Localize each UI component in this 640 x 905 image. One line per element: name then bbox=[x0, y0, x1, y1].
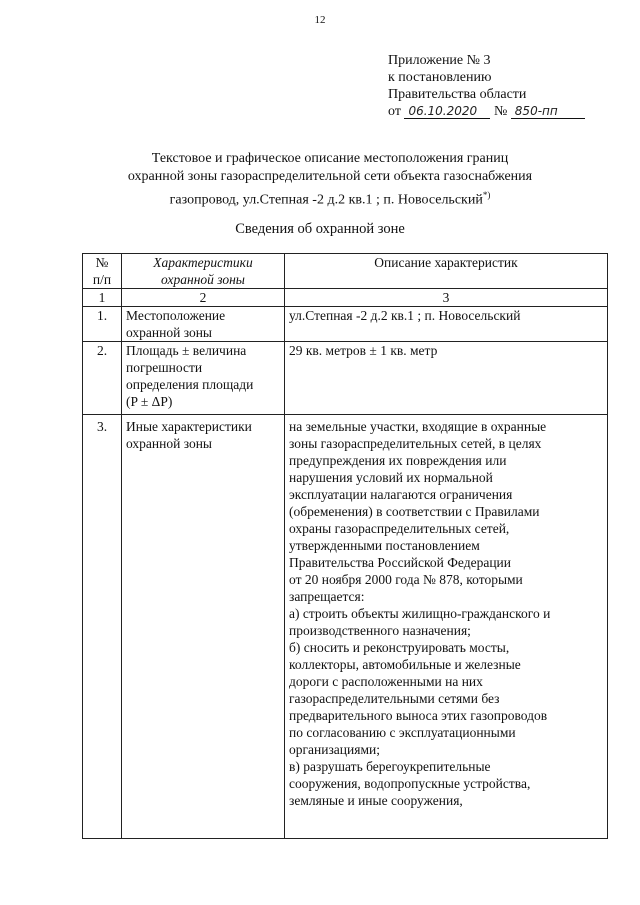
row-3-description-line: в) разрушать берегоукрепительные bbox=[289, 759, 491, 774]
row-3-description-line: Правительства Российской Федерации bbox=[289, 555, 511, 570]
table-row bbox=[83, 342, 608, 415]
row-3-description-line: предварительного выноса этих газопроводов bbox=[289, 708, 548, 723]
row-3-description-line: на земельные участки, входящие в охранные bbox=[289, 419, 547, 434]
row-3-description-line: (обременения) в соответствии с Правилами bbox=[289, 504, 540, 519]
page-number: 12 bbox=[314, 14, 326, 26]
date-prefix: от bbox=[388, 104, 401, 119]
handwritten-number: 850-пп bbox=[511, 104, 585, 119]
table-row bbox=[83, 415, 608, 839]
table-column-numbers-row bbox=[83, 289, 608, 307]
row-3-description-line: по согласованию с эксплуатационными bbox=[289, 725, 516, 740]
section-subtitle: Сведения об охранной зоне bbox=[235, 221, 405, 237]
row-3-description-line: запрещается: bbox=[289, 589, 365, 604]
row-1-description bbox=[285, 307, 608, 342]
row-3-description-line: организациями; bbox=[289, 742, 380, 757]
document-title bbox=[60, 150, 600, 210]
row-3-description-line: газораспределительными сетями без bbox=[289, 691, 500, 706]
row-3-description-line: зоны газораспределительных сетей, в целях bbox=[289, 436, 542, 451]
row-3-description-line: б) сносить и реконструировать мосты, bbox=[289, 640, 510, 655]
row-3-description-line: а) строить объекты жилищно-гражданского и bbox=[289, 606, 551, 621]
title-line-3 bbox=[60, 186, 600, 210]
row-2-characteristic bbox=[122, 342, 285, 415]
row-3-description-line: утвержденными постановлением bbox=[289, 538, 480, 553]
row-3-characteristic bbox=[122, 415, 285, 839]
header-col-number-line-1: № bbox=[95, 255, 109, 270]
table-header-row bbox=[83, 254, 608, 289]
row-1-characteristic-line-1: Местоположение bbox=[126, 308, 226, 323]
row-2-characteristic-line-4: (P ± ΔP) bbox=[126, 394, 173, 409]
column-number-1: 1 bbox=[83, 289, 122, 307]
header-col-description: Описание характеристик bbox=[285, 254, 608, 289]
row-2-characteristic-line-3: определения площади bbox=[126, 377, 254, 392]
header-col-characteristics bbox=[122, 254, 285, 289]
row-3-description-line: нарушения условий их нормальной bbox=[289, 470, 493, 485]
row-3-description-line: коллекторы, автомобильные и железные bbox=[289, 657, 521, 672]
protection-zone-table bbox=[82, 253, 608, 839]
row-1-characteristic-line-2: охранной зоны bbox=[126, 325, 213, 340]
title-line-3-text: газопровод, ул.Степная -2 д.2 кв.1 ; п. Новосельский bbox=[169, 192, 483, 208]
table-row bbox=[83, 307, 608, 342]
title-line-1: Текстовое и графическое описание местоположения границ bbox=[151, 151, 509, 166]
header-col-characteristics-line-1: Характеристики bbox=[153, 255, 253, 270]
row-1-characteristic bbox=[122, 307, 285, 342]
row-3-description-line: от 20 ноября 2000 года № 878, которыми bbox=[289, 572, 523, 587]
row-2-number: 2. bbox=[83, 342, 122, 415]
row-1-description-line: ул.Степная -2 д.2 кв.1 ; п. Новосельский bbox=[289, 308, 521, 323]
row-2-description-line: 29 кв. метров ± 1 кв. метр bbox=[289, 343, 438, 358]
number-sign: № bbox=[493, 104, 508, 119]
appendix-line-3: Правительства области bbox=[388, 87, 527, 102]
header-col-number-line-2: п/п bbox=[92, 272, 112, 287]
row-3-description bbox=[285, 415, 608, 839]
row-3-description-line: производственного назначения; bbox=[289, 623, 471, 638]
appendix-date-line bbox=[388, 103, 585, 120]
column-number-3: 3 bbox=[285, 289, 608, 307]
title-line-2: охранной зоны газораспределительной сети объекта газоснабжения bbox=[127, 169, 533, 184]
row-3-description-line: охраны газораспределительных сетей, bbox=[289, 521, 510, 536]
appendix-line-2: к постановлению bbox=[388, 70, 492, 85]
row-1-number: 1. bbox=[83, 307, 122, 342]
header-col-characteristics-line-2: охранной зоны bbox=[161, 272, 245, 287]
row-3-description-line: эксплуатации налагаются ограничения bbox=[289, 487, 513, 502]
row-3-number: 3. bbox=[83, 415, 122, 839]
appendix-block bbox=[388, 52, 585, 120]
handwritten-date: 06.10.2020 bbox=[404, 104, 490, 119]
header-col-number bbox=[83, 254, 122, 289]
row-3-description-line: сооружения, водопропускные устройства, bbox=[289, 776, 531, 791]
column-number-2: 2 bbox=[122, 289, 285, 307]
appendix-line-1: Приложение № 3 bbox=[388, 53, 491, 68]
row-3-description-line: дороги с расположенными на них bbox=[289, 674, 483, 689]
row-2-description bbox=[285, 342, 608, 415]
row-2-characteristic-line-1: Площадь ± величина bbox=[126, 343, 247, 358]
row-2-characteristic-line-2: погрешности bbox=[126, 360, 203, 375]
row-3-description-line: предупреждения их повреждения или bbox=[289, 453, 507, 468]
row-3-description-line: земляные и иные сооружения, bbox=[289, 793, 463, 808]
row-3-characteristic-line-1: Иные характеристики bbox=[126, 419, 252, 434]
row-3-characteristic-line-2: охранной зоны bbox=[126, 436, 213, 451]
footnote-mark: *) bbox=[482, 190, 491, 200]
